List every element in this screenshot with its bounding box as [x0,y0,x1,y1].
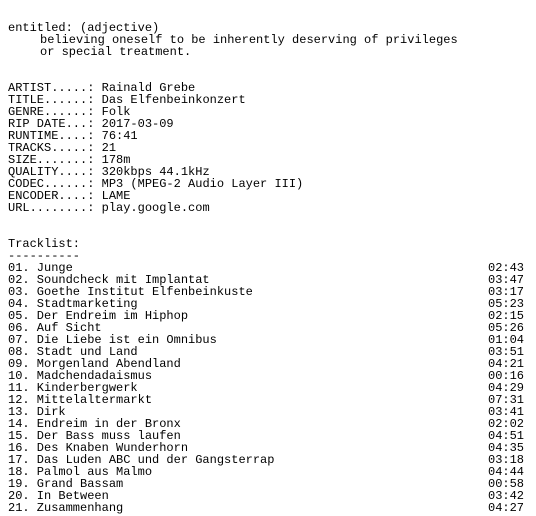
track-duration: 00:58 [488,478,525,490]
tracklist-block [8,238,528,514]
track-duration: 02:02 [488,418,525,430]
track-row [8,418,528,430]
info-value: 76:41 [101,130,138,142]
info-value: 21 [101,142,117,154]
info-label: URL........: [8,202,95,214]
info-row-genre [8,106,528,118]
track-title: 14. Endreim in der Bronx [8,418,181,430]
info-label: GENRE......: [8,106,95,118]
track-duration: 07:31 [488,394,525,406]
info-row-runtime [8,130,528,142]
info-value: Das Elfenbeinkonzert [101,94,246,106]
track-title: 12. Mittelaltermarkt [8,394,153,406]
track-row [8,286,528,298]
definition-headword: entitled: (adjective) [8,22,160,34]
track-title: 13. Dirk [8,406,66,418]
track-duration: 04:21 [488,358,525,370]
info-row-rip-date [8,118,528,130]
definition-text-line-1: believing oneself to be inherently deserving of privileges [40,34,458,46]
track-title: 01. Junge [8,262,73,274]
track-duration: 02:15 [488,310,525,322]
info-value: LAME [101,190,131,202]
definition-text-line-2: or special treatment. [40,46,192,58]
info-row-codec [8,178,528,190]
track-title: 20. In Between [8,490,109,502]
track-row [8,394,528,406]
track-title: 11. Kinderbergwerk [8,382,138,394]
track-row [8,454,528,466]
track-row [8,502,528,514]
release-info-block [8,82,528,214]
track-title: 09. Morgenland Abendland [8,358,181,370]
tracklist-underline: ---------- [8,250,81,262]
track-row [8,358,528,370]
track-row [8,298,528,310]
track-title: 03. Goethe Institut Elfenbeinkuste [8,286,253,298]
track-duration: 00:16 [488,370,525,382]
track-row [8,262,528,274]
info-label: RUNTIME....: [8,130,95,142]
info-row-url [8,202,528,214]
info-value: 320kbps 44.1kHz [101,166,210,178]
track-row [8,382,528,394]
info-value: Folk [101,106,131,118]
info-value: Rainald Grebe [101,82,196,94]
track-title: 05. Der Endreim im Hiphop [8,310,189,322]
info-value: 2017-03-09 [101,118,174,130]
track-title: 18. Palmol aus Malmo [8,466,153,478]
info-row-size [8,154,528,166]
track-duration: 05:23 [488,298,525,310]
track-title: 21. Zusammenhang [8,502,124,514]
definition-block [8,22,528,58]
track-title: 10. Madchendadaismus [8,370,153,382]
track-title: 04. Stadtmarketing [8,298,138,310]
track-row [8,370,528,382]
track-row [8,310,528,322]
track-row [8,490,528,502]
track-duration: 01:04 [488,334,525,346]
info-value: 178m [101,154,131,166]
spacer [8,58,528,82]
info-label: SIZE.......: [8,154,95,166]
track-row [8,274,528,286]
track-duration: 04:29 [488,382,525,394]
track-duration: 04:35 [488,442,525,454]
info-label: RIP DATE...: [8,118,95,130]
track-row [8,322,528,334]
track-title: 02. Soundcheck mit Implantat [8,274,210,286]
track-row [8,334,528,346]
info-value: MP3 (MPEG-2 Audio Layer III) [101,178,304,190]
track-duration: 03:17 [488,286,525,298]
info-label: TITLE......: [8,94,95,106]
track-row [8,406,528,418]
info-label: ENCODER....: [8,190,95,202]
info-row-artist [8,82,528,94]
track-row [8,478,528,490]
info-value: play.google.com [101,202,210,214]
info-label: CODEC......: [8,178,95,190]
info-row-tracks [8,142,528,154]
info-label: ARTIST.....: [8,82,95,94]
track-duration: 03:41 [488,406,525,418]
track-title: 16. Des Knaben Wunderhorn [8,442,189,454]
track-row [8,346,528,358]
info-row-encoder [8,190,528,202]
track-duration: 04:44 [488,466,525,478]
info-label: QUALITY....: [8,166,95,178]
tracklist-heading: Tracklist: [8,238,81,250]
track-duration: 02:43 [488,262,525,274]
track-title: 15. Der Bass muss laufen [8,430,181,442]
track-row [8,466,528,478]
track-duration: 03:42 [488,490,525,502]
track-title: 17. Das Luden ABC und der Gangsterrap [8,454,275,466]
track-duration: 04:27 [488,502,525,514]
track-row [8,442,528,454]
track-title: 07. Die Liebe ist ein Omnibus [8,334,217,346]
track-duration: 03:51 [488,346,525,358]
track-duration: 04:51 [488,430,525,442]
track-title: 06. Auf Sicht [8,322,102,334]
release-info-document [8,22,528,514]
track-duration: 03:47 [488,274,525,286]
track-duration: 03:18 [488,454,525,466]
info-label: TRACKS.....: [8,142,95,154]
track-title: 08. Stadt und Land [8,346,138,358]
info-row-quality [8,166,528,178]
track-row [8,430,528,442]
track-duration: 05:26 [488,322,525,334]
info-row-title [8,94,528,106]
track-title: 19. Grand Bassam [8,478,124,490]
spacer [8,214,528,238]
